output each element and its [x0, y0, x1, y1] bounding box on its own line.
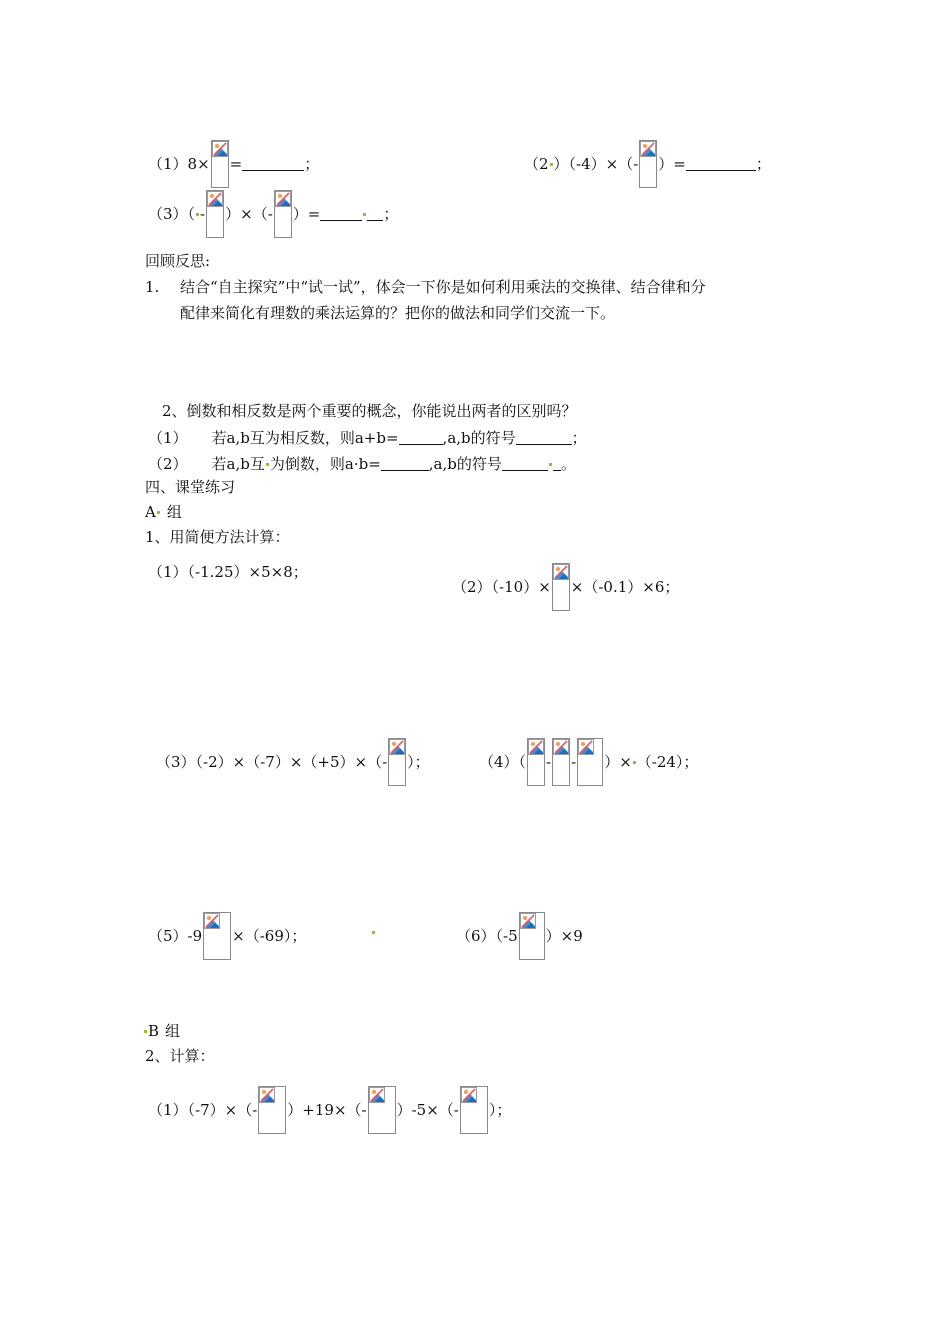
- compute-expr-d: ）；: [488, 1101, 512, 1119]
- compute-problem-1: [148, 1086, 511, 1134]
- problem-2: [524, 140, 771, 188]
- review-heading: 回顾反思:: [145, 252, 211, 270]
- fraction-image-icon: [211, 140, 229, 188]
- problem-3-expr: ）×（-: [225, 205, 273, 223]
- fraction-image-icon: [639, 140, 657, 188]
- problem-6-expr-b: ）×9: [545, 927, 583, 945]
- problem-1: [148, 140, 319, 188]
- group-a-heading: [145, 502, 182, 521]
- punct: ；: [383, 205, 399, 223]
- marker-dot-mark: [372, 931, 375, 934]
- fraction-image-icon: [206, 190, 224, 238]
- practice-problem-2: [452, 563, 679, 611]
- sub-1-text: 若a,b互为相反数，则a+b=: [211, 429, 399, 447]
- group-b-letter: B: [148, 1022, 160, 1040]
- problem-6-expr-a: （6）（-5: [456, 927, 518, 945]
- fraction-image-icon: [552, 563, 570, 611]
- group-a-letter: A: [145, 503, 156, 521]
- problem-3-label: （3）（: [148, 205, 196, 223]
- task-1-heading: 1、用简便方法计算：: [145, 528, 290, 546]
- review-item-1-line-b: 配律来简化有理数的乘法运算的？把你的做法和同学们交流一下。: [180, 304, 616, 322]
- problem-4-expr-c: （-24）；: [636, 753, 699, 771]
- problem-1-label: （1）8×: [148, 155, 210, 173]
- problem-3: [148, 190, 398, 238]
- compute-expr-c: ）-5×（-: [396, 1101, 459, 1119]
- problem-2-expr-b: ×（-0.1）×6；: [570, 578, 680, 596]
- punct: ；: [755, 155, 771, 173]
- answer-blank[interactable]: [553, 458, 561, 471]
- marker-dot: [157, 511, 160, 514]
- sub-1-number: （1）: [148, 429, 188, 447]
- answer-blank[interactable]: [516, 432, 572, 445]
- fraction-image-icon: [552, 738, 570, 786]
- equals-sign: ）=: [658, 155, 686, 173]
- equals-sign: =: [229, 155, 243, 173]
- review-item-1-line-a: 结合“自主探究”中“试一试”，体会一下你是如何利用乘法的交换律、结合律和分: [180, 278, 706, 296]
- group-b-suffix: 组: [165, 1022, 181, 1040]
- marker-dot: [371, 922, 376, 940]
- equals-sign: ）=: [292, 205, 321, 223]
- problem-3-expr-b: ）；: [407, 753, 430, 771]
- fraction-image-icon: [258, 1086, 286, 1134]
- fraction-image-icon: [577, 738, 603, 786]
- review-item-1-number: 1.: [145, 278, 160, 296]
- sub-2-text-b: 为倒数，则a·b=: [269, 455, 381, 473]
- group-a-suffix: 组: [166, 503, 182, 521]
- practice-problem-4: [479, 738, 698, 786]
- punct: ；: [304, 155, 320, 173]
- answer-blank[interactable]: [381, 458, 429, 471]
- sub-2-number: （2）: [148, 455, 188, 473]
- compute-expr-a: （1）（-7）×（-: [148, 1101, 258, 1119]
- marker-dot: [549, 463, 552, 466]
- fraction-image-icon: [203, 912, 231, 960]
- problem-4-expr-a: （4）（: [479, 753, 527, 771]
- problem-5-expr-a: （5）-9: [148, 927, 203, 945]
- practice-heading: 四、课堂练习: [145, 478, 236, 496]
- sub-2-text-c: ,a,b的符号: [428, 455, 502, 473]
- fraction-image-icon: [388, 738, 406, 786]
- marker-dot: [363, 213, 366, 216]
- practice-problem-3: [156, 738, 430, 786]
- minus-sign: -: [546, 753, 552, 771]
- minus-sign: -: [571, 753, 577, 771]
- sub-2-text: 若a,b互: [211, 455, 265, 473]
- answer-blank[interactable]: [399, 432, 443, 445]
- fraction-image-icon: [368, 1086, 396, 1134]
- fraction-image-icon: [527, 738, 545, 786]
- group-b-heading: [143, 1021, 180, 1040]
- answer-blank[interactable]: [320, 208, 362, 221]
- answer-blank[interactable]: [367, 208, 383, 221]
- marker-dot: [196, 213, 199, 216]
- review-sub-2: [148, 454, 576, 473]
- problem-2-expr-a: （2）（-10）×: [452, 578, 551, 596]
- sub-1-text-b: ,a,b的符号: [442, 429, 516, 447]
- answer-blank[interactable]: [686, 158, 756, 171]
- task-2-heading: 2、计算：: [145, 1047, 215, 1065]
- problem-2-label: （2: [524, 155, 549, 173]
- problem-5-expr-b: ×（-69）；: [232, 927, 307, 945]
- review-sub-1: [148, 428, 587, 447]
- marker-dot: [266, 463, 269, 466]
- fraction-image-icon: [274, 190, 292, 238]
- marker-dot: [633, 761, 636, 764]
- practice-problem-1: （1）（-1.25）×5×8；: [148, 563, 308, 581]
- practice-problem-6: [456, 912, 583, 960]
- problem-3-expr-a: （3）（-2）×（-7）×（+5）×（-: [156, 753, 388, 771]
- review-item-2: 2、倒数和相反数是两个重要的概念，你能说出两者的区别吗？: [162, 402, 577, 420]
- minus-sign: -: [200, 205, 206, 223]
- answer-blank[interactable]: [242, 158, 304, 171]
- punct: 。: [560, 455, 576, 473]
- compute-expr-b: ）+19×（-: [287, 1101, 367, 1119]
- fraction-image-icon: [460, 1086, 488, 1134]
- answer-blank[interactable]: [502, 458, 548, 471]
- practice-problem-5: [148, 912, 306, 960]
- problem-4-expr-b: ）×: [604, 753, 632, 771]
- fraction-image-icon: [519, 912, 545, 960]
- marker-dot: [550, 163, 553, 166]
- punct: ；: [571, 429, 587, 447]
- marker-dot: [144, 1030, 147, 1033]
- problem-2-expr: ）（-4）×（-: [553, 155, 639, 173]
